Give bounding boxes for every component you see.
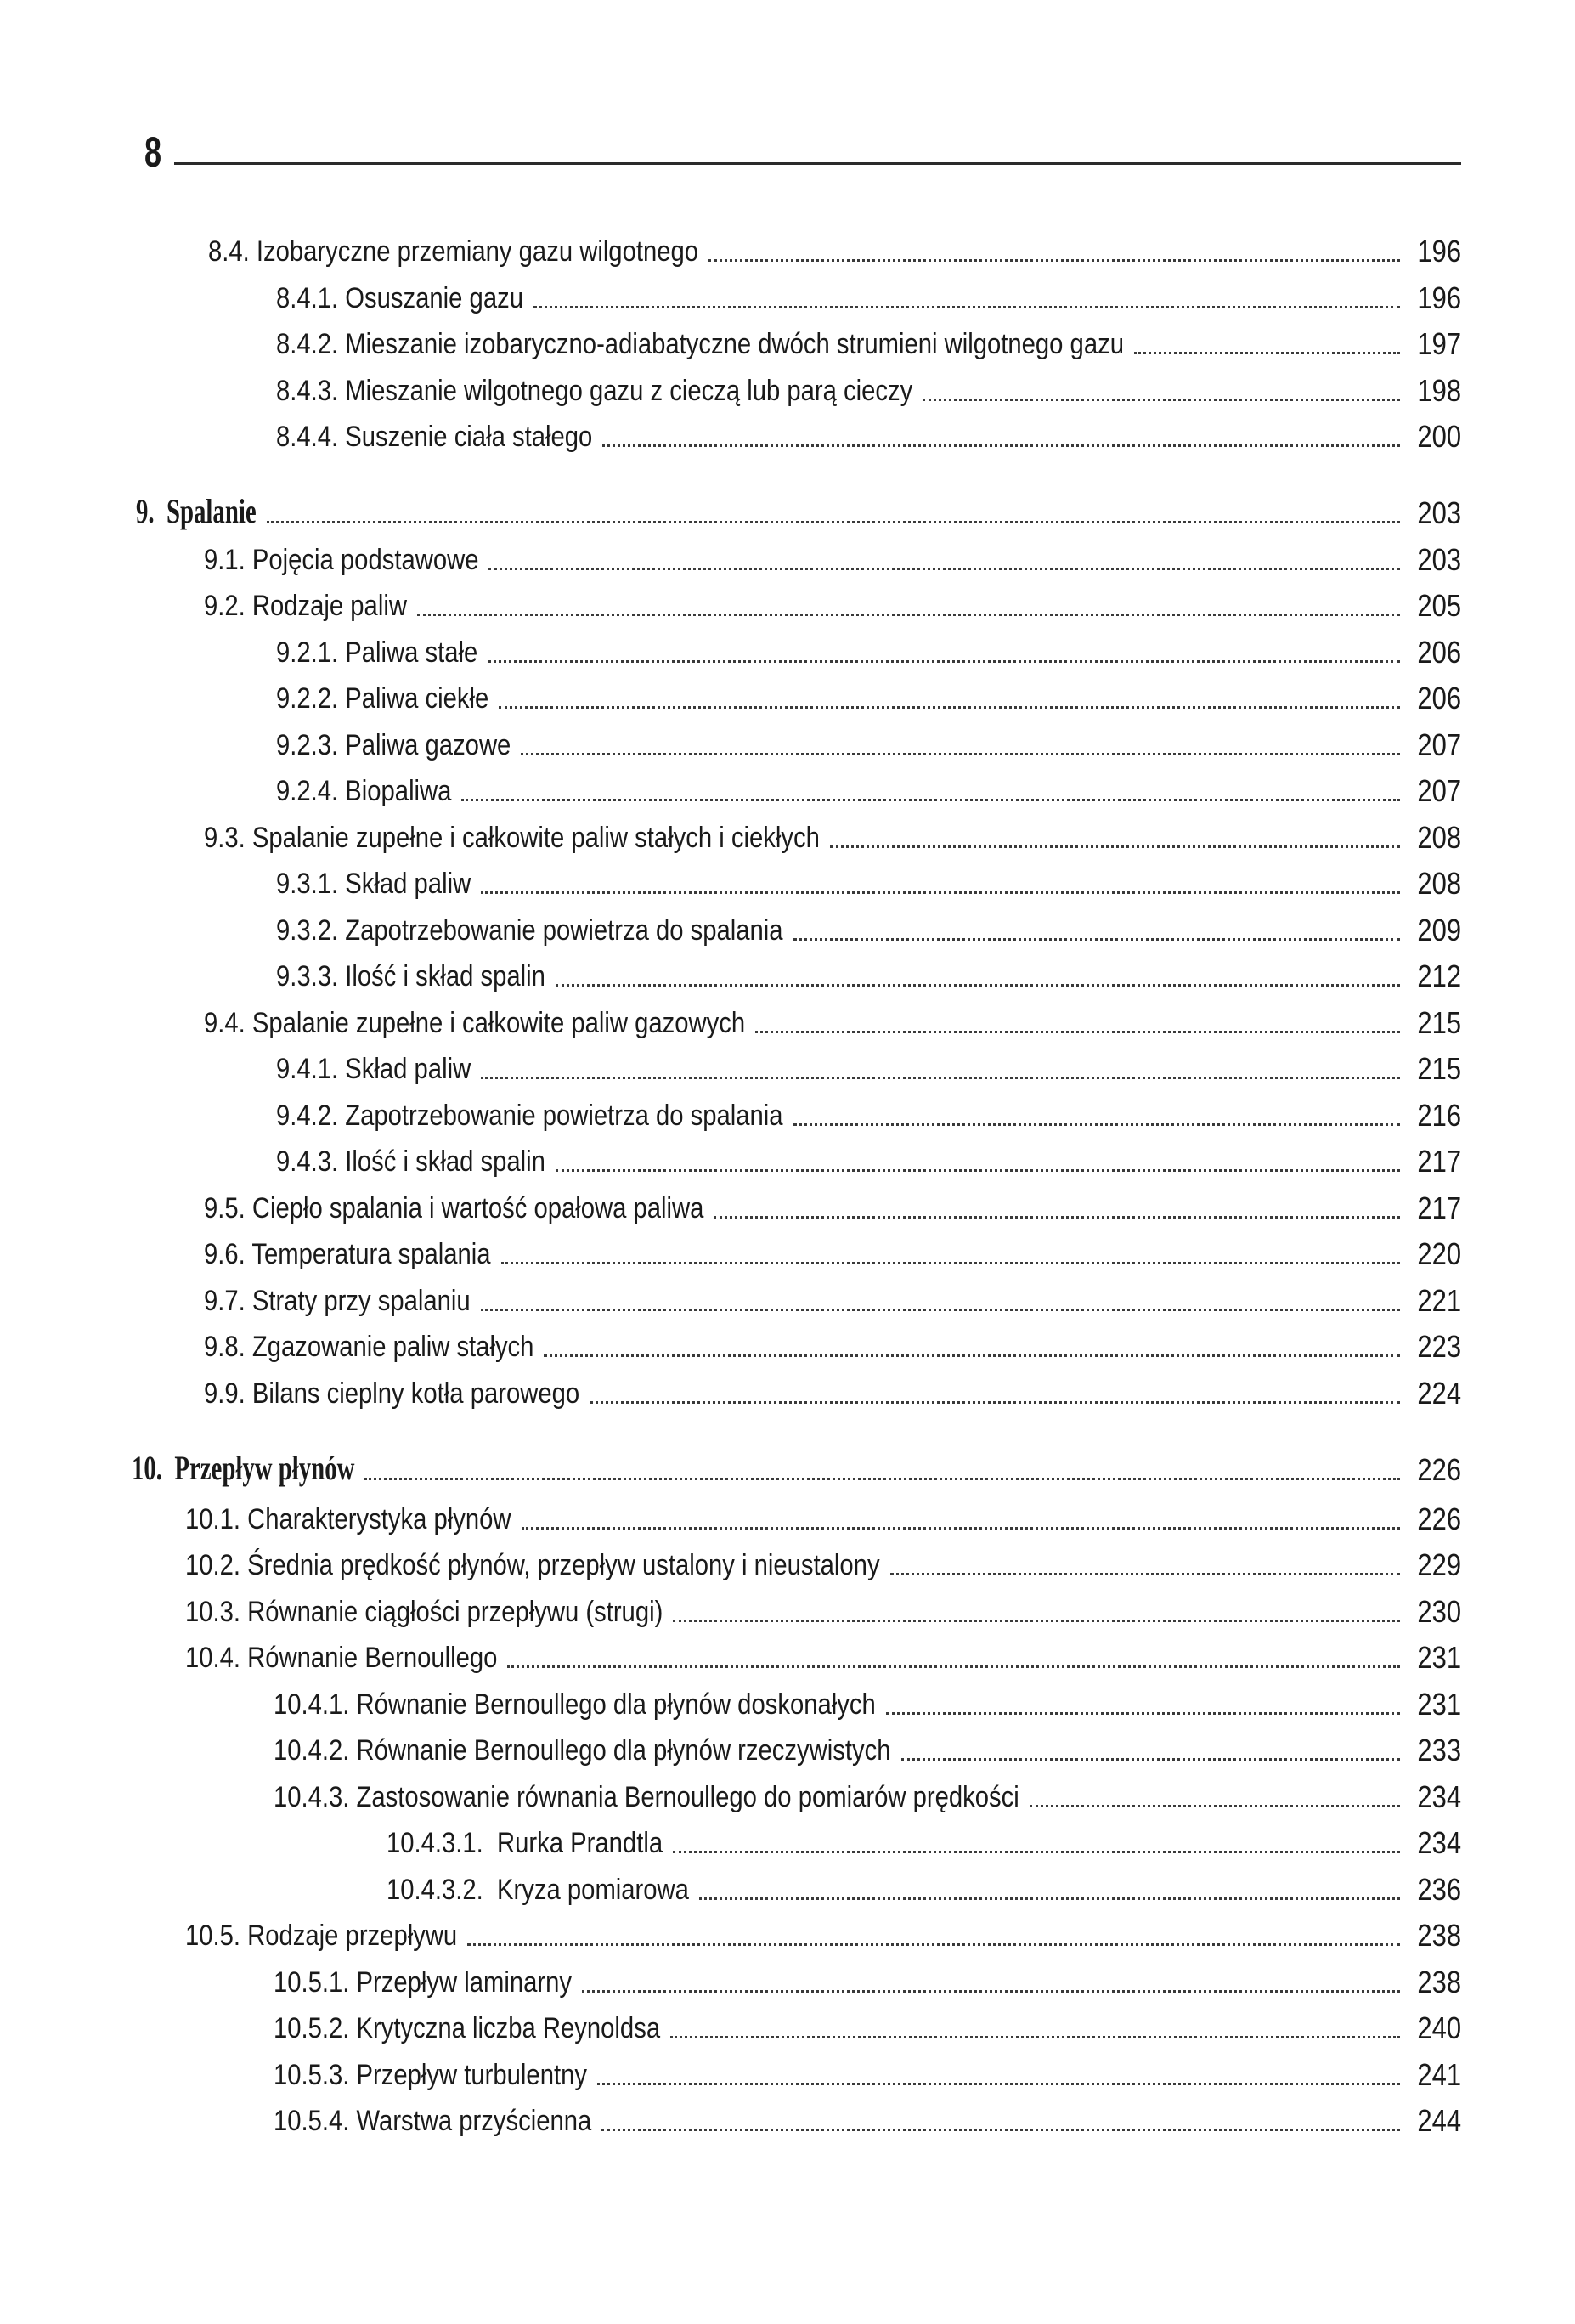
toc-entry[interactable] [274, 2094, 1461, 2138]
dot-leader [533, 306, 1400, 308]
dot-leader [544, 1354, 1399, 1357]
toc-page-number: 197 [1417, 326, 1461, 361]
toc-chapter-entry[interactable] [132, 1443, 1461, 1487]
toc-page-number: 229 [1417, 1547, 1461, 1582]
toc-entry[interactable] [276, 625, 1461, 670]
toc-entry-title: 10.1. Charakterystyka płynów [185, 1503, 511, 1535]
toc-page-number: 240 [1417, 2010, 1461, 2045]
toc-page-number: 196 [1417, 280, 1461, 315]
dot-leader [467, 1943, 1400, 1946]
toc-page-number: 215 [1417, 1051, 1461, 1086]
toc-entry[interactable] [276, 857, 1461, 901]
toc-entry[interactable] [204, 1320, 1461, 1364]
dot-leader [556, 984, 1400, 987]
dot-leader [830, 845, 1400, 848]
toc-entry[interactable] [274, 1770, 1461, 1814]
dot-leader [1134, 352, 1400, 354]
dot-leader [481, 1309, 1400, 1311]
toc-entry[interactable] [387, 1816, 1461, 1860]
toc-entry[interactable] [185, 1492, 1461, 1536]
toc-entry-title: 8.4. Izobaryczne przemiany gazu wilgotnego [208, 235, 699, 268]
dot-leader [673, 1620, 1400, 1622]
dot-leader [886, 1712, 1400, 1715]
toc-entry[interactable] [204, 1181, 1461, 1225]
toc-entry[interactable] [204, 1227, 1461, 1271]
toc-entry-title: 9.9. Bilans cieplny kotła parowego [204, 1377, 580, 1410]
toc-entry-title: 9.3.2. Zapotrzebowanie powietrza do spalania [276, 914, 783, 947]
toc-page-number: 212 [1417, 958, 1461, 993]
toc-entry-title: 10.4.3.1. Rurka Prandtla [387, 1827, 663, 1859]
toc-entry-title: 9.5. Ciepło spalania i wartość opałowa paliwa [204, 1192, 704, 1224]
toc-entry-title: 9.4.1. Skład paliw [276, 1053, 471, 1085]
toc-entry-title: 9.3.3. Ilość i skład spalin [276, 960, 545, 992]
header-rule [174, 162, 1461, 165]
dot-leader [501, 1262, 1400, 1264]
toc-page-number: 217 [1417, 1190, 1461, 1225]
toc-entry-title: 9. Spalanie [136, 492, 257, 530]
toc-entry[interactable] [274, 2048, 1461, 2092]
toc-page-number: 238 [1417, 1918, 1461, 1953]
dot-leader [267, 521, 1400, 523]
toc-entry[interactable] [274, 1723, 1461, 1767]
toc-entry-title: 8.4.2. Mieszanie izobaryczno-adiabatyczne dwóch strumieni wilgotnego gazu [276, 328, 1124, 360]
toc-entry-title: 10.4.3.2. Kryza pomiarowa [387, 1874, 689, 1906]
toc-page-number: 200 [1417, 419, 1461, 454]
toc-entry[interactable] [276, 903, 1461, 947]
toc-entry-title: 9.8. Zgazowanie paliw stałych [204, 1331, 534, 1363]
dot-leader [499, 706, 1400, 709]
dot-leader [521, 753, 1400, 755]
toc-page-number: 231 [1417, 1640, 1461, 1675]
toc-page-number: 236 [1417, 1872, 1461, 1907]
dot-leader [507, 1665, 1400, 1668]
toc-page-number: 244 [1417, 2103, 1461, 2138]
toc-page-number: 207 [1417, 727, 1461, 762]
dot-leader [708, 259, 1400, 262]
toc-entry-title: 8.4.1. Osuszanie gazu [276, 282, 523, 314]
toc-entry-title: 9.4.2. Zapotrzebowanie powietrza do spalania [276, 1100, 783, 1132]
dot-leader [522, 1527, 1400, 1530]
toc-entry[interactable] [276, 1134, 1461, 1179]
toc-entry-title: 10.4.1. Równanie Bernoullego dla płynów doskonałych [274, 1688, 876, 1721]
toc-entry[interactable] [276, 271, 1461, 315]
toc-entry[interactable] [204, 579, 1461, 623]
toc-entry-title: 10.3. Równanie ciągłości przepływu (strugi) [185, 1596, 663, 1628]
toc-entry-title: 9.2.2. Paliwa ciekłe [276, 682, 489, 715]
toc-page-number: 206 [1417, 681, 1461, 715]
toc-page-number: 231 [1417, 1687, 1461, 1722]
toc-entry-title: 10.4.3. Zastosowanie równania Bernoullego do pomiarów prędkości [274, 1781, 1019, 1813]
dot-leader [461, 799, 1399, 801]
toc-entry[interactable] [185, 1631, 1461, 1675]
toc-entry[interactable] [276, 364, 1461, 408]
toc-entry-title: 9.2.1. Paliwa stałe [276, 636, 478, 669]
toc-entry[interactable] [274, 1677, 1461, 1722]
toc-entry-title: 9.2. Rodzaje paliw [204, 590, 407, 622]
toc-entry-title: 9.6. Temperatura spalania [204, 1238, 491, 1270]
toc-page-number: 207 [1417, 773, 1461, 808]
toc-page-number: 224 [1417, 1376, 1461, 1411]
toc-entry[interactable] [204, 811, 1461, 855]
toc-page-number: 196 [1417, 234, 1461, 269]
toc-entry[interactable] [204, 1274, 1461, 1318]
dot-leader [488, 660, 1400, 663]
toc-page-number: 216 [1417, 1098, 1461, 1133]
toc-page-number: 203 [1417, 542, 1461, 577]
toc-entry[interactable] [276, 718, 1461, 762]
dot-leader [670, 2036, 1400, 2038]
toc-entry-title: 9.3.1. Skład paliw [276, 868, 471, 900]
dot-leader [699, 1897, 1400, 1900]
toc-entry-title: 9.4.3. Ilość i skład spalin [276, 1145, 545, 1178]
toc-entry-title: 9.7. Straty przy spalaniu [204, 1285, 471, 1317]
toc-entry-title: 10.5.1. Przepływ laminarny [274, 1966, 573, 1999]
toc-page-number: 205 [1417, 588, 1461, 623]
dot-leader [673, 1851, 1400, 1853]
toc-entry[interactable] [276, 764, 1461, 808]
toc-entry[interactable] [274, 2001, 1461, 2045]
toc-page-number: 215 [1417, 1005, 1461, 1040]
toc-page-number: 208 [1417, 820, 1461, 855]
toc-entry-title: 9.3. Spalanie zupełne i całkowite paliw stałych i ciekłych [204, 822, 820, 854]
dot-leader [364, 1478, 1400, 1480]
dot-leader [1030, 1805, 1400, 1807]
toc-page-number: 234 [1417, 1825, 1461, 1860]
toc-entry-title: 10.5.2. Krytyczna liczba Reynoldsa [274, 2012, 661, 2044]
dot-leader [601, 2129, 1400, 2131]
toc-entry-title: 9.1. Pojęcia podstawowe [204, 544, 479, 576]
toc-entry[interactable] [185, 1908, 1461, 1953]
toc-page-number: 234 [1417, 1779, 1461, 1814]
toc-page-number: 220 [1417, 1236, 1461, 1271]
dot-leader [890, 1573, 1400, 1575]
toc-entry[interactable] [276, 1088, 1461, 1133]
toc-page-number: 208 [1417, 866, 1461, 901]
toc-entry-title: 10. Przepływ płynów [132, 1449, 355, 1487]
dot-leader [590, 1401, 1400, 1404]
dot-leader [481, 891, 1400, 894]
toc-entry[interactable] [204, 533, 1461, 577]
toc-page-number: 223 [1417, 1329, 1461, 1364]
toc-page-number: 233 [1417, 1733, 1461, 1767]
dot-leader [602, 444, 1400, 447]
toc-entry-title: 10.5.3. Przepływ turbulentny [274, 2059, 587, 2091]
toc-entry[interactable] [276, 317, 1461, 361]
dot-leader [714, 1216, 1400, 1219]
toc-entry-title: 8.4.3. Mieszanie wilgotnego gazu z cieczą lub parą cieczy [276, 375, 913, 407]
toc-entry[interactable] [274, 1955, 1461, 1999]
toc-entry-title: 10.2. Średnia prędkość płynów, przepływ ustalony i nieustalony [185, 1549, 880, 1581]
toc-page-number: 230 [1417, 1594, 1461, 1629]
toc-entry[interactable] [276, 1042, 1461, 1086]
dot-leader [901, 1758, 1400, 1761]
toc-entry-title: 10.4.2. Równanie Bernoullego dla płynów rzeczywistych [274, 1734, 891, 1767]
dot-leader [793, 938, 1400, 941]
toc-chapter-entry[interactable] [136, 486, 1461, 530]
toc-entry-title: 10.4. Równanie Bernoullego [185, 1642, 498, 1674]
toc-page-number: 217 [1417, 1144, 1461, 1179]
toc-entry-title: 8.4.4. Suszenie ciała stałego [276, 421, 593, 453]
dot-leader [793, 1123, 1400, 1126]
toc-entry-title: 9.2.4. Biopaliwa [276, 775, 452, 807]
dot-leader [488, 568, 1399, 570]
toc-entry-title: 10.5. Rodzaje przepływu [185, 1920, 458, 1952]
toc-page-number: 226 [1417, 1452, 1461, 1487]
page-number: 8 [144, 128, 162, 176]
toc-page-number: 238 [1417, 1965, 1461, 1999]
toc-entry-title: 9.2.3. Paliwa gazowe [276, 729, 511, 761]
dot-leader [556, 1169, 1400, 1172]
toc-entry[interactable] [387, 1863, 1461, 1907]
toc-entry[interactable] [204, 1366, 1461, 1411]
toc-entry[interactable] [185, 1538, 1461, 1582]
dot-leader [597, 2083, 1400, 2085]
toc-entry[interactable] [185, 1585, 1461, 1629]
toc-entry[interactable] [276, 949, 1461, 993]
toc-entry[interactable] [208, 224, 1461, 269]
toc-page-number: 241 [1417, 2057, 1461, 2092]
dot-leader [481, 1077, 1400, 1079]
toc-page-number: 209 [1417, 913, 1461, 947]
dot-leader [582, 1990, 1400, 1993]
toc-page-number: 226 [1417, 1501, 1461, 1536]
toc-page-number: 221 [1417, 1283, 1461, 1318]
toc-page-number: 206 [1417, 635, 1461, 670]
toc-entry[interactable] [276, 410, 1461, 454]
toc-page-number: 198 [1417, 373, 1461, 408]
toc-entry[interactable] [276, 671, 1461, 715]
toc-page-number: 203 [1417, 495, 1461, 530]
toc-entry-title: 10.5.4. Warstwa przyścienna [274, 2105, 592, 2137]
dot-leader [923, 399, 1400, 401]
dot-leader [417, 614, 1400, 616]
toc-entry-title: 9.4. Spalanie zupełne i całkowite paliw gazowych [204, 1007, 746, 1039]
dot-leader [755, 1031, 1400, 1033]
toc-entry[interactable] [204, 996, 1461, 1040]
